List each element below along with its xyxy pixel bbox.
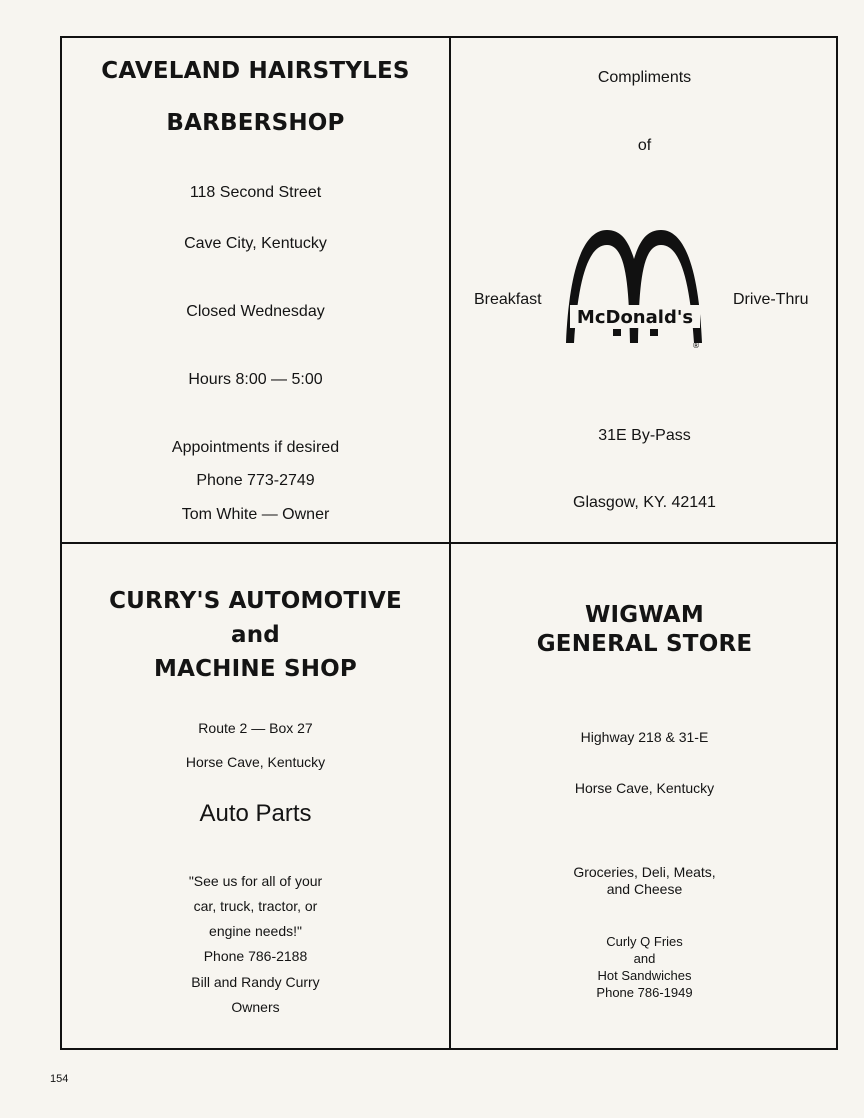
ad-owners-names: Bill and Randy Curry <box>191 974 320 990</box>
ad-headline: Auto Parts <box>199 800 312 827</box>
ad-currys-automotive <box>62 544 451 1050</box>
ad-subtitle: BARBERSHOP <box>166 110 345 136</box>
ad-address: 31E By-Pass <box>598 427 691 444</box>
page-number: 154 <box>50 1073 69 1085</box>
ad-food-line-1: Curly Q Fries <box>606 934 683 949</box>
ad-compliments: Compliments <box>597 69 692 86</box>
ad-hours: Hours 8:00 — 5:00 <box>188 371 323 388</box>
ad-drive-thru-label: Drive-Thru <box>733 291 809 308</box>
ad-title-line-3: MACHINE SHOP <box>154 656 357 682</box>
ad-owner: Tom White — Owner <box>181 506 330 523</box>
ad-food-line-2: and <box>633 951 656 966</box>
ad-title-line-2: and <box>231 622 280 648</box>
ad-phone: Phone 786-1949 <box>596 985 693 1000</box>
ad-owners-label: Owners <box>231 999 280 1015</box>
ad-closed-day: Closed Wednesday <box>186 303 325 320</box>
ad-title: CAVELAND HAIRSTYLES <box>101 58 410 84</box>
ad-city: Glasgow, KY. 42141 <box>573 494 716 511</box>
ad-phone: Phone 773-2749 <box>196 472 315 489</box>
ad-quote-line-1: "See us for all of your <box>188 873 323 889</box>
ad-mcdonalds <box>451 38 838 544</box>
ad-address: 118 Second Street <box>189 184 322 201</box>
ad-city: Horse Cave, Kentucky <box>574 780 715 796</box>
ad-title-line-2: GENERAL STORE <box>536 631 753 657</box>
ad-phone: Phone 786-2188 <box>203 948 308 964</box>
ad-route: Route 2 — Box 27 <box>198 720 313 736</box>
ad-city: Cave City, Kentucky <box>184 235 327 252</box>
mcdonalds-logo-icon <box>558 225 718 355</box>
ad-appointments: Appointments if desired <box>171 439 340 456</box>
ad-grid <box>60 36 838 1050</box>
ad-city: Horse Cave, Kentucky <box>185 754 326 770</box>
ad-quote-line-2: car, truck, tractor, or <box>193 898 318 914</box>
ad-goods-line-1: Groceries, Deli, Meats, <box>573 864 716 880</box>
ad-wigwam-general-store <box>451 544 838 1050</box>
ad-highway: Highway 218 & 31-E <box>580 729 709 745</box>
ad-title-line-1: WIGWAM <box>584 602 705 628</box>
ad-goods-line-2: and Cheese <box>606 881 683 897</box>
ad-food-line-3: Hot Sandwiches <box>597 968 692 983</box>
registered-mark: ® <box>692 341 700 350</box>
ad-of: of <box>637 137 652 154</box>
ad-title-line-1: CURRY'S AUTOMOTIVE <box>109 588 402 614</box>
ad-caveland-hairstyles <box>62 38 451 544</box>
ad-breakfast-label: Breakfast <box>474 291 542 308</box>
ad-quote-line-3: engine needs!" <box>209 923 302 939</box>
mcdonalds-logo-text: McDonald's <box>576 307 694 328</box>
